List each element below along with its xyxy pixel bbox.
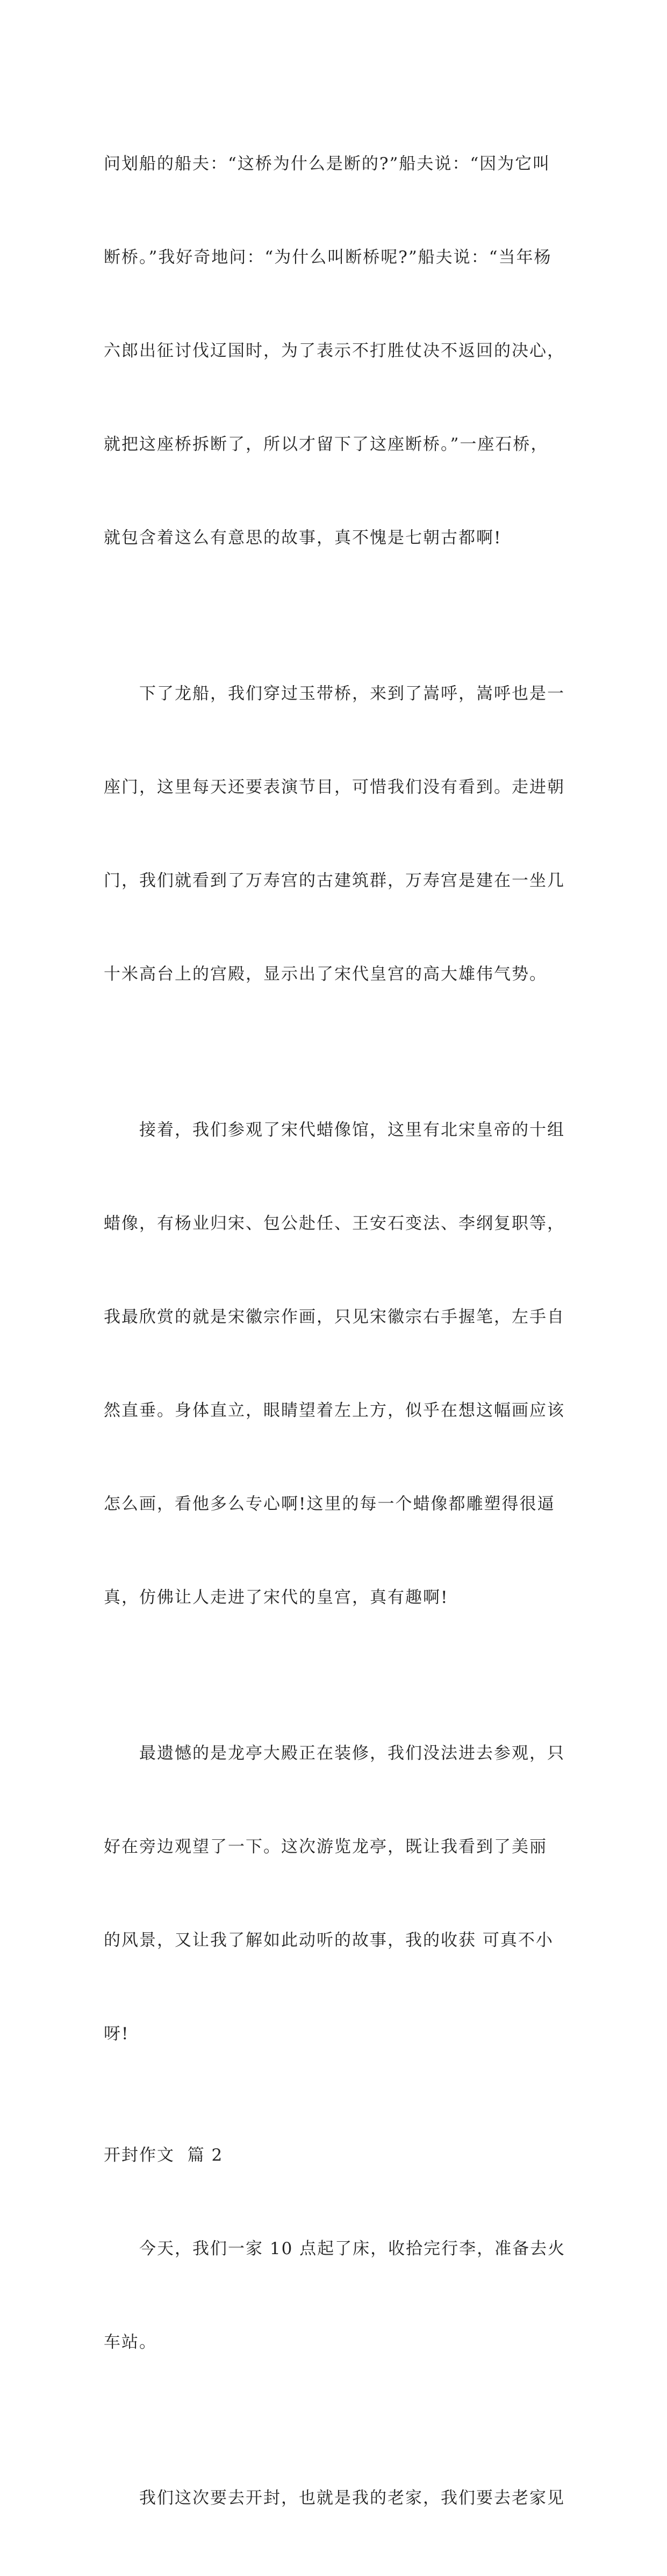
text-line: 座门，这里每天还要表演节目，可惜我们没有看到。走进朝: [104, 778, 565, 797]
text-line: 最遗憾的是龙亭大殿正在装修，我们没法进去参观，只: [139, 1744, 565, 1763]
text-line: 十米高台上的宫殿，显示出了宋代皇宫的高大雄伟气势。: [104, 965, 547, 984]
text-line: 六郎出征讨伐辽国时，为了表示不打胜仗决不返回的决心，: [104, 341, 565, 361]
text-line: 然直垂。身体直立，眼睛望着左上方，似乎在想这幅画应该: [104, 1401, 565, 1420]
text-line: 今天，我们一家 10 点起了床，收拾完行李，准备去火: [139, 2239, 566, 2258]
text-line: 接着，我们参观了宋代蜡像馆，这里有北宋皇帝的十组: [139, 1120, 565, 1140]
paragraph-songhu: [104, 616, 577, 1052]
text-line: 门，我们就看到了万寿宫的古建筑群，万寿宫是建在一坐几: [104, 871, 565, 890]
text-line: 呀!: [104, 2024, 130, 2043]
paragraph-wax-museum: [104, 1052, 577, 1675]
text-line: 断桥。”我好奇地问：“为什么叫断桥呢?”船夫说：“当年杨: [104, 248, 552, 267]
text-line: 的风景，又让我了解如此动听的故事，我的收获 可真不小: [104, 1931, 554, 1950]
article-body: [104, 86, 577, 2576]
text-line: 我最欣赏的就是宋徽宗作画，只见宋徽宗右手握笔，左手自: [104, 1307, 565, 1327]
paragraph-hometown: [104, 2420, 577, 2576]
text-line: 就把这座桥拆断了，所以才留下了这座断桥。”一座石桥，: [104, 435, 549, 454]
text-line: 蜡像，有杨业归宋、包公赴任、王安石变法、李纲复职等，: [104, 1214, 565, 1233]
text-line: 好在旁边观望了一下。这次游览龙亭，既让我看到了美丽: [104, 1837, 547, 1857]
section-heading: 开封作文 篇 2: [104, 2146, 224, 2165]
text-line: 怎么画，看他多么专心啊!这里的每一个蜡像都雕塑得很逼: [104, 1494, 555, 1514]
paragraph-bridge-story: [104, 86, 577, 616]
text-line: 真，仿佛让人走进了宋代的皇宫，真有趣啊!: [104, 1588, 449, 1607]
text-line: 我们这次要去开封，也就是我的老家，我们要去老家见: [139, 2488, 565, 2508]
text-line: 下了龙船，我们穿过玉带桥，来到了嵩呼，嵩呼也是一: [139, 684, 565, 703]
text-line: 车站。: [104, 2333, 157, 2352]
text-line: 就包含着这么有意思的故事，真不愧是七朝古都啊!: [104, 528, 502, 548]
paragraph-departure: [104, 2171, 577, 2420]
section-spacer: [104, 2112, 577, 2140]
text-line: 问划船的船夫：“这桥为什么是断的?”船夫说：“因为它叫: [104, 154, 551, 174]
paragraph-conclusion: [104, 1675, 577, 2112]
